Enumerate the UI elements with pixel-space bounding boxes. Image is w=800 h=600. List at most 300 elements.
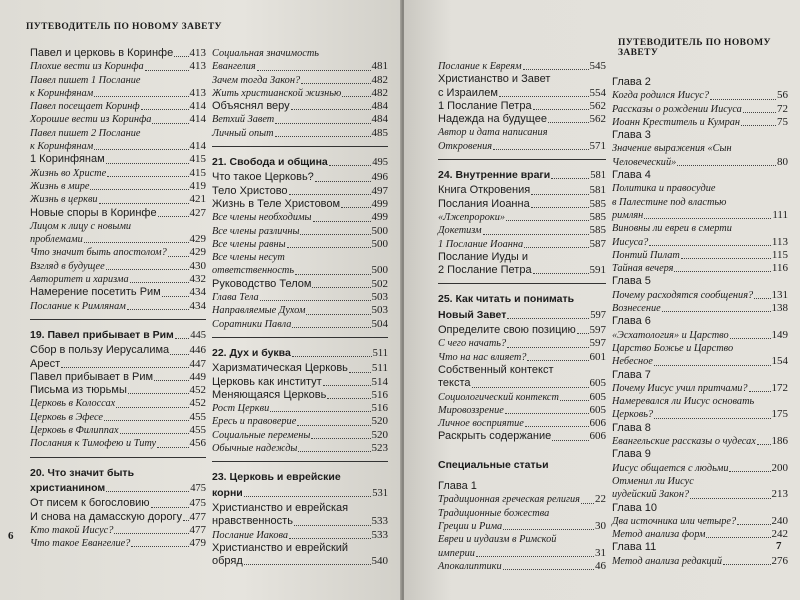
toc-entry [212,74,388,87]
dot-leader [244,496,372,497]
dot-leader [275,123,370,124]
entry-title: Послание Иакова [212,529,289,541]
dot-leader [723,564,771,565]
toc-entry [30,358,206,371]
toc-entry [30,87,206,100]
entry-title: Все члены различны [212,225,300,237]
page-ref: 591 [589,264,606,277]
toc-entry [30,437,206,450]
chapter-heading [30,329,206,342]
chapter-title: христианином [30,481,106,494]
toc-entry [30,524,206,537]
entry-title: Иисуса? [612,236,649,248]
entry-title: Глава 2 [612,76,651,88]
page-ref: 504 [371,317,388,330]
entry-title: «Лжепророки» [438,211,505,223]
page-ref: 597 [590,309,606,321]
entry-title: Христианство и Завет [438,73,551,86]
entry-title: обряд [212,555,243,568]
page-ref: 475 [189,497,206,510]
entry-title: Царство Божье и Царство [612,342,734,354]
dot-leader [94,149,188,150]
page-ref: 242 [771,528,788,541]
page-ref: 75 [777,115,788,128]
page-number: 6 [8,530,14,542]
dot-leader [499,96,589,97]
entry-title: к Коринфянам [30,87,94,99]
dot-leader [131,546,188,547]
toc-entry [438,480,606,493]
entry-title: Почему расходятся сообщения? [612,289,754,301]
dot-leader [323,385,371,386]
toc-entry [612,395,788,408]
toc-entry [438,73,606,86]
toc-entry [30,371,206,384]
page-ref: 138 [771,302,788,315]
toc-entry [30,273,206,286]
toc-entry [612,129,788,142]
page-ref: 200 [771,461,788,474]
toc-entry [30,344,206,357]
dot-leader [313,221,371,222]
toc-entry [438,404,606,417]
running-head: ПУТЕВОДИТЕЛЬ ПО НОВОМУ ЗАВЕТУ [618,38,771,58]
toc-entry [612,289,788,302]
entry-title: 1 Послание Иоанна [438,238,524,250]
page-ref: 415 [189,166,206,179]
toc-column [438,60,606,573]
dot-leader [244,564,371,565]
toc-entry [212,198,388,211]
entry-title: Социальная значимость [212,48,319,59]
toc-entry [612,142,788,155]
page-ref: 446 [189,344,206,357]
toc-entry [30,100,206,113]
entry-title: Иоанн Креститель и Кумран [612,116,741,128]
toc-entry [438,87,606,100]
dot-leader [690,498,770,499]
page-ref: 520 [371,415,388,428]
toc-entry [612,249,788,262]
entry-title: нравственность [212,515,293,528]
toc-entry [212,362,388,375]
page-ref: 585 [589,210,606,223]
chapter-heading [212,156,388,169]
dot-leader [128,393,189,394]
entry-title: Письма из тюрьмы [30,384,127,397]
page-ref: 56 [777,89,788,102]
dot-leader [706,537,770,538]
entry-title: Павел пишет 2 Послание [30,127,141,139]
entry-title: Надежда на будущее [438,113,547,126]
entry-title: Глава 6 [612,315,651,328]
entry-title: Глава 1 [438,480,477,493]
dot-leader [327,398,370,399]
dot-leader [301,83,370,84]
page-ref: 456 [189,437,206,450]
entry-title: Руководство Телом [212,277,312,290]
entry-title: Павел пишет 1 Послание [30,74,141,86]
entry-title: От писем к богословию [30,497,150,510]
entry-title: Отменил ли Иисус [612,475,694,487]
entry-title: текста [438,377,471,390]
dot-leader [289,538,370,539]
entry-title: Послания к Тимофею и Титу [30,438,157,450]
toc-entry [212,529,388,542]
page-ref: 186 [771,435,788,448]
entry-title: Авторитет и харизма [30,274,129,286]
dot-leader [106,163,189,164]
entry-title: Социальные перемены [212,429,311,441]
entry-title: Все члены равны [212,238,286,250]
dot-leader [141,109,189,110]
toc-entry [30,286,206,299]
toc-entry [212,515,388,528]
dot-leader [298,451,370,452]
toc-entry [30,511,206,524]
page-ref: 484 [371,100,388,113]
toc-entry [30,60,206,73]
toc-entry [438,60,606,73]
page-ref: 113 [771,235,788,248]
entry-title: Собственный контекст [438,363,554,376]
dot-leader [341,207,370,208]
page-ref: 495 [372,157,388,169]
toc-entry [212,318,388,331]
entry-title: Лицом к лицу с новыми [30,220,132,232]
entry-title: Рост Церкви [212,403,270,415]
page-ref: 415 [189,153,206,166]
page-ref: 514 [371,375,388,388]
page-ref: 511 [371,362,388,375]
toc-entry [212,278,388,291]
toc-entry [612,382,788,395]
toc-entry [30,424,206,437]
page-ref: 452 [189,384,206,397]
page-ref: 485 [371,126,388,139]
page-ref: 430 [189,259,206,272]
entry-title: Понтий Пилат [612,249,680,261]
entry-title: Ветхий Завет [212,114,275,126]
chapter-heading [212,487,388,500]
entry-title: 1 Послание Петра [438,99,532,112]
chapter-title: Новый Завет [438,308,507,321]
page-ref: 499 [371,197,388,210]
toc-entry [30,167,206,180]
toc-entry [30,47,206,60]
entry-title: Что значит быть апостолом? [30,247,167,259]
dot-leader [754,298,770,299]
dot-leader [533,109,589,110]
entry-title: с Израилем [438,86,498,99]
entry-title: Что такое Церковь? [212,171,314,184]
toc-entry [438,126,606,139]
page-ref: 516 [371,388,388,401]
entry-title: Что такое Евангелие? [30,538,131,550]
entry-title: Арест [30,357,61,370]
entry-title: Жизнь в Теле Христовом [212,197,341,210]
page-ref: 497 [371,184,388,197]
entry-title: Тело Христово [212,184,288,197]
toc-entry [30,74,206,87]
toc-entry [212,238,388,251]
entry-title: Церковь в Эфесе [30,411,103,423]
entry-title: Соратники Павла [212,318,292,330]
toc-entry [438,377,606,390]
dot-leader [104,420,189,421]
section-divider [438,159,606,160]
entry-title: Глава 8 [612,421,651,434]
page-ref: 500 [371,237,388,250]
toc-entry [212,542,388,555]
page-ref: 455 [189,424,206,437]
toc-entry [30,246,206,259]
dot-leader [581,503,594,504]
entry-title: Мировоззрение [438,404,504,416]
dot-leader [84,242,189,243]
toc-entry [30,300,206,313]
entry-title: Ересь и правоверие [212,416,297,428]
dot-leader [106,269,189,270]
page-ref: 581 [590,170,606,182]
entry-title: Метод анализа редакций [612,555,722,567]
page-ref: 499 [371,211,388,224]
dot-leader [312,287,370,288]
page-ref: 149 [771,328,788,341]
entry-title: Кто такой Иисус? [30,524,114,536]
dot-leader [533,273,589,274]
toc-entry [438,417,606,430]
dot-leader [292,356,372,357]
page-ref: 414 [189,113,206,126]
entry-title: Послание к Евреям [438,61,522,72]
page-ref: 455 [189,410,206,423]
entry-title: Объяснял веру [212,100,290,113]
toc-entry [612,329,788,342]
toc-entry [612,103,788,116]
page-ref: 571 [589,139,606,152]
entry-title: Павел посещает Коринф [30,101,140,113]
toc-entry [438,430,606,443]
entry-title: Апокалиптики [438,560,502,572]
toc-entry [438,140,606,153]
chapter-title: 24. Внутренние враги [438,169,551,182]
entry-title: С чего начать? [438,338,507,350]
running-head: ПУТЕВОДИТЕЛЬ ПО НОВОМУ ЗАВЕТУ [26,22,222,32]
page-ref: 447 [189,357,206,370]
toc-column [30,47,206,550]
dot-leader [329,165,371,166]
dot-leader [342,96,370,97]
entry-title: Жизнь в церкви [30,194,98,206]
page-ref: 605 [589,403,606,416]
toc-column [212,47,388,568]
chapter-heading [212,347,388,360]
page-ref: 606 [589,430,606,443]
page-ref: 434 [189,299,206,312]
page-ref: 429 [189,233,206,246]
page-ref: 419 [189,179,206,192]
page-ref: 585 [589,197,606,210]
page-ref: 475 [190,482,206,494]
toc-entry [612,196,788,209]
toc-entry [612,422,788,435]
page-ref: 540 [371,555,388,568]
entry-title: Греции и Рима [438,520,503,532]
toc-entry [30,140,206,153]
page-ref: 585 [589,224,606,237]
entry-title: Глава Тела [212,292,259,304]
dot-leader [560,400,589,401]
toc-entry [212,100,388,113]
page-ref: 533 [371,515,388,528]
section-divider [212,337,388,338]
page-ref: 72 [777,102,788,115]
toc-entry [30,411,206,424]
chapter-title: 20. Что значит быть [30,466,135,479]
page-ref: 545 [589,60,606,72]
toc-entry [438,198,606,211]
dot-leader [94,96,188,97]
page-ref: 413 [189,47,206,59]
entry-title: Иисус общается с людьми [612,462,729,474]
section-divider [30,457,206,458]
page-ref: 520 [371,428,388,441]
chapter-title: 23. Церковь и еврейские [212,471,341,484]
entry-title: Глава 5 [612,275,651,288]
dot-leader [503,529,594,530]
dot-leader [476,556,594,557]
entry-title: Все члены необходимы [212,212,312,224]
entry-title: Что на нас влияет? [438,351,527,363]
dot-leader [297,425,370,426]
page-ref: 154 [771,355,788,368]
chapter-heading [30,482,206,495]
toc-entry [438,547,606,560]
entry-title: Христианство и еврейский [212,541,349,554]
dot-leader [525,426,589,427]
dot-leader [743,112,776,113]
entry-title: Книга Откровения [438,184,531,197]
chapter-title: 19. Павел прибывает в Рим [30,328,174,341]
entry-title: Определите свою позицию [438,324,576,337]
dot-leader [116,407,188,408]
toc-entry [612,342,788,355]
entry-title: Зачем тогда Закон? [212,74,301,86]
dot-leader [649,245,771,246]
toc-entry [212,389,388,402]
toc-entry [212,113,388,126]
entry-title: Докетизм [438,225,482,237]
page-ref: 482 [371,73,388,86]
page-ref: 477 [189,510,206,523]
dot-leader [737,524,770,525]
toc-entry [212,185,388,198]
entry-title: Павел и церковь в Коринфе [30,47,174,59]
page-ref: 587 [589,237,606,250]
toc-entry [612,209,788,222]
toc-entry [612,448,788,461]
chapter-title: Специальные статьи [438,458,549,471]
chapter-title: 25. Как читать и понимать [438,293,575,306]
page-ref: 413 [189,60,206,73]
entry-title: Виновны ли евреи в смерти [612,223,732,235]
toc-entry [438,391,606,404]
entry-title: Жить христианской жизнью [212,87,342,99]
page-ref: 502 [371,277,388,290]
page-ref: 477 [189,523,206,536]
page-ref: 31 [595,546,606,559]
dot-leader [257,70,371,71]
entry-title: Политика и правосудие [612,183,716,195]
entry-title: Автор и дата написания [438,127,548,139]
toc-entry [438,324,606,337]
page-ref: 523 [371,442,388,455]
toc-entry [212,87,388,100]
page-ref: 482 [371,86,388,99]
toc-entry [612,502,788,515]
page-ref: 479 [189,537,206,550]
toc-entry [212,304,388,317]
dot-leader [174,56,188,57]
page-ref: 452 [189,397,206,410]
toc-entry [30,497,206,510]
page-ref: 503 [371,304,388,317]
toc-entry [612,76,788,89]
entry-title: «Эсхатология» и Царство [612,329,729,341]
entry-title: Направляемые Духом [212,305,306,317]
dot-leader [61,367,188,368]
page-ref: 605 [589,390,606,403]
toc-entry [438,100,606,113]
dot-leader [472,387,589,388]
chapter-title: 21. Свобода и община [212,156,328,169]
toc-entry [212,225,388,238]
entry-title: Жизнь во Христе [30,167,107,179]
entry-title: И снова на дамасскую дорогу [30,510,183,523]
page-ref: 46 [595,559,606,572]
page-ref: 131 [771,288,788,301]
page-ref: 175 [771,408,788,421]
entry-title: Откровения [438,140,493,152]
toc-entry [612,262,788,275]
right-page [404,0,800,600]
page-ref: 413 [189,86,206,99]
toc-entry [438,337,606,350]
toc-entry [30,193,206,206]
toc-entry [212,442,388,455]
entry-title: Традиционные божества [438,507,550,519]
page-ref: 213 [771,488,788,501]
entry-title: Традиционная греческая религия [438,494,580,506]
toc-entry [30,207,206,220]
dot-leader [524,247,588,248]
entry-title: Глава 11 [612,541,657,554]
page-ref: 414 [189,140,206,153]
page-ref: 531 [372,487,388,499]
dot-leader [741,125,776,126]
entry-title: Когда родился Иисус? [612,90,709,102]
entry-title: Глава 3 [612,129,651,142]
page-ref: 597 [589,337,606,350]
entry-title: 2 Послание Петра [438,264,532,277]
chapter-heading [438,459,606,472]
entry-title: Послания Иоанна [438,197,530,210]
entry-title: Глава 9 [612,448,651,461]
page-ref: 606 [589,417,606,430]
dot-leader [505,413,589,414]
entry-title: Глава 4 [612,169,651,182]
